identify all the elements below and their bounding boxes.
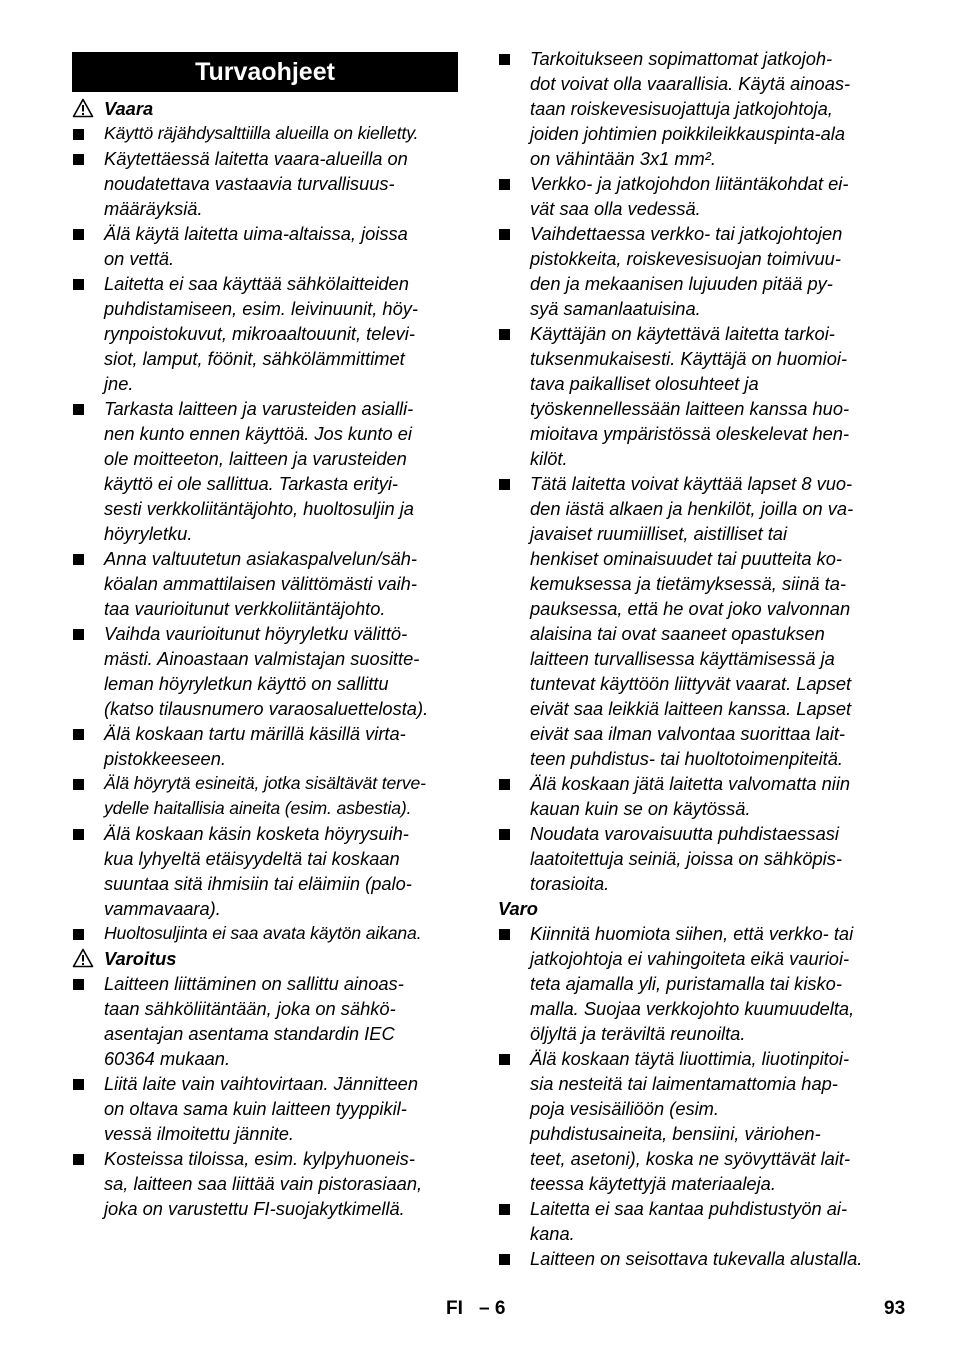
list-item	[72, 971, 458, 1071]
list-item	[72, 271, 458, 396]
list-item-text: Älä koskaan jätä laitetta valvomatta niin kauan kuin se on käytössä.	[530, 773, 851, 819]
subheading	[498, 896, 888, 921]
square-bullet-icon	[73, 279, 84, 290]
square-bullet-icon	[499, 779, 510, 790]
square-bullet-icon	[499, 54, 510, 65]
list-item	[72, 921, 458, 946]
list-item-text: Tarkasta laitteen ja varusteiden asialli- nen kunto ennen käyttöä. Jos kunto ei ole moitteeton, laitteen ja varusteiden käyttö ei ole sallittua. Tarkasta erityi- sesti verkkoliitäntäjohto, huoltosuljin ja höyryletku.	[104, 398, 414, 544]
list-item-text: Vaihdettaessa verkko- tai jatkojohtojen pistokkeita, roiskevesisuojan toimivuu- den ja mekaanisen lujuuden pitää py- syä samanlaatuisina.	[530, 223, 843, 319]
square-bullet-icon	[499, 229, 510, 240]
list-item	[498, 771, 888, 821]
subheading-text: Varoitus	[104, 948, 177, 969]
square-bullet-icon	[499, 479, 510, 490]
list-item-text: Älä koskaan tartu märillä käsillä virta- pistokkeeseen.	[104, 723, 406, 769]
list-item-text: Tätä laitetta voivat käyttää lapset 8 vuo- den iästä alkaen ja henkilöt, joilla on va- javaiset ruumiilliset, aistilliset tai henkiset ominaisuudet tai puutteita ko- kemuksessa ja tietämyksessä, siinä ta- pauksessa, että he ovat joko valvonnan alaisina tai ovat saaneet opastuksen laitteen turvallisessa käyttämisessä ja tuntevat käyttöön liittyvät vaarat. Lapset eivät saa leikkiä laitteen kanssa. Lapset eivät saa ilman valvontaa suorittaa lait- teen puhdistus- tai huoltotoimenpiteitä.	[530, 473, 854, 769]
footer-page-number: 93	[884, 1298, 906, 1319]
square-bullet-icon	[499, 929, 510, 940]
list-item	[72, 546, 458, 621]
square-bullet-icon	[499, 1254, 510, 1265]
list-item	[72, 1146, 458, 1221]
square-bullet-icon	[73, 404, 84, 415]
list-item-text: Anna valtuutetun asiakaspalvelun/säh- köalan ammattilaisen välittömästi vaih- taa vaurioitunut verkkoliitäntäjohto.	[104, 548, 418, 619]
square-bullet-icon	[73, 229, 84, 240]
square-bullet-icon	[73, 829, 84, 840]
square-bullet-icon	[73, 779, 84, 790]
list-item-text: Käyttö räjähdysalttiilla alueilla on kielletty.	[104, 123, 419, 143]
list-item	[72, 621, 458, 721]
list-item	[498, 821, 888, 896]
list-item	[498, 921, 888, 1046]
list-item	[72, 771, 458, 821]
list-item-text: Vaihda vaurioitunut höyryletku välittö- mästi. Ainoastaan valmistajan suositte- leman höyryletkun käyttö on sallittu (katso tilausnumero varaosaluettelosta).	[104, 623, 429, 719]
list-item-text: Älä koskaan käsin kosketa höyrysuih- kua lyhyeltä etäisyydeltä tai koskaan suuntaa sitä ihmisiin tai eläimiin (palo- vammavaara).	[104, 823, 412, 919]
list-item	[498, 221, 888, 321]
list-item-text: Laitteen on seisottava tukevalla alustalla.	[530, 1248, 863, 1269]
footer-language: FI	[446, 1298, 463, 1319]
list-item-text: Noudata varovaisuutta puhdistaessasi laatoitettuja seiniä, joissa on sähköpis- torasioita.	[530, 823, 842, 894]
list-item-text: Käyttäjän on käytettävä laitetta tarkoi- tuksenmukaisesti. Käyttäjä on huomioi- tava paikalliset olosuhteet ja työskennellessään laitteen kanssa huo- mioitava ympäristössä oleskelevat hen- kilöt.	[530, 323, 850, 469]
square-bullet-icon	[73, 929, 84, 940]
list-item	[72, 146, 458, 221]
list-item	[72, 396, 458, 546]
subheading-text: Varo	[498, 898, 538, 919]
right-column	[498, 46, 888, 1271]
list-item	[498, 321, 888, 471]
square-bullet-icon	[73, 154, 84, 165]
list-item-text: Laitteen liittäminen on sallittu ainoas- taan sähköliitäntään, joka on sähkö- asentajan asentama standardin IEC 60364 mukaan.	[104, 973, 404, 1069]
list-item	[498, 1246, 888, 1271]
list-item-text: Älä höyrytä esineitä, jotka sisältävät terve- ydelle haitallisia aineita (esim. asbestia).	[104, 773, 426, 818]
list-item-text: Älä koskaan täytä liuottimia, liuotinpitoi- sia nesteitä tai laimentamattomia hap- poja vesisäiliöön (esim. puhdistusaineita, bensiini, väriohen- teet, asetoni), koska ne syövyttävät lait- teessa käytettyjä materiaaleja.	[530, 1048, 851, 1194]
section-title: Turvaohjeet	[72, 52, 458, 92]
subheading	[72, 946, 458, 971]
list-item-text: Huoltosuljinta ei saa avata käytön aikana.	[104, 923, 422, 943]
square-bullet-icon	[499, 1054, 510, 1065]
square-bullet-icon	[499, 179, 510, 190]
list-item-text: Tarkoitukseen sopimattomat jatkojoh- dot voivat olla vaarallisia. Käytä ainoas- taan roiskevesisuojattuja jatkojohtoja, joiden johtimien poikkileikkauspinta-ala on vähintään 3x1 mm².	[530, 48, 851, 169]
list-item	[498, 1046, 888, 1196]
warning-triangle-icon	[72, 98, 94, 118]
square-bullet-icon	[73, 554, 84, 565]
list-item-text: Liitä laite vain vaihtovirtaan. Jännitteen on oltava sama kuin laitteen tyyppikil- vessä ilmoitettu jännite.	[104, 1073, 419, 1144]
square-bullet-icon	[73, 1154, 84, 1165]
square-bullet-icon	[499, 1204, 510, 1215]
left-column	[72, 52, 458, 1221]
list-item-text: Käytettäessä laitetta vaara-alueilla on noudatettava vastaavia turvallisuus- määräyksiä.	[104, 148, 408, 219]
list-item-text: Laitetta ei saa käyttää sähkölaitteiden puhdistamiseen, esim. leivinuunit, höy- rynpoistokuvut, mikroaaltouunit, televi- siot, lamput, föönit, sähkölämmittimet jne.	[104, 273, 418, 394]
list-item	[498, 46, 888, 171]
list-item	[72, 121, 458, 146]
list-item	[72, 221, 458, 271]
right-items	[498, 46, 888, 1271]
list-item-text: Laitetta ei saa kantaa puhdistustyön ai- kana.	[530, 1198, 848, 1244]
list-item	[72, 821, 458, 921]
square-bullet-icon	[73, 1079, 84, 1090]
list-item-text: Älä käytä laitetta uima-altaissa, joissa on vettä.	[104, 223, 408, 269]
list-item-text: Kosteissa tiloissa, esim. kylpyhuoneis- sa, laitteen saa liittää vain pistorasiaan, joka on varustettu FI-suojakytkimellä.	[104, 1148, 423, 1219]
square-bullet-icon	[499, 829, 510, 840]
footer-section-number: – 6	[479, 1298, 506, 1319]
list-item	[72, 1071, 458, 1146]
left-items	[72, 96, 458, 1221]
subheading-text: Vaara	[104, 98, 154, 119]
square-bullet-icon	[73, 729, 84, 740]
square-bullet-icon	[73, 629, 84, 640]
square-bullet-icon	[73, 129, 84, 140]
list-item	[72, 721, 458, 771]
list-item	[498, 471, 888, 771]
square-bullet-icon	[73, 979, 84, 990]
square-bullet-icon	[499, 329, 510, 340]
list-item	[498, 1196, 888, 1246]
list-item	[498, 171, 888, 221]
subheading	[72, 96, 458, 121]
list-item-text: Verkko- ja jatkojohdon liitäntäkohdat ei- vät saa olla vedessä.	[530, 173, 849, 219]
warning-triangle-icon	[72, 948, 94, 968]
list-item-text: Kiinnitä huomiota siihen, että verkko- tai jatkojohtoja ei vahingoiteta eikä vaurioi- teta ajamalla yli, puristamalla tai kisko- malla. Suojaa verkkojohto kuumuudelta, öljyltä ja teräviltä reunoilta.	[530, 923, 855, 1044]
